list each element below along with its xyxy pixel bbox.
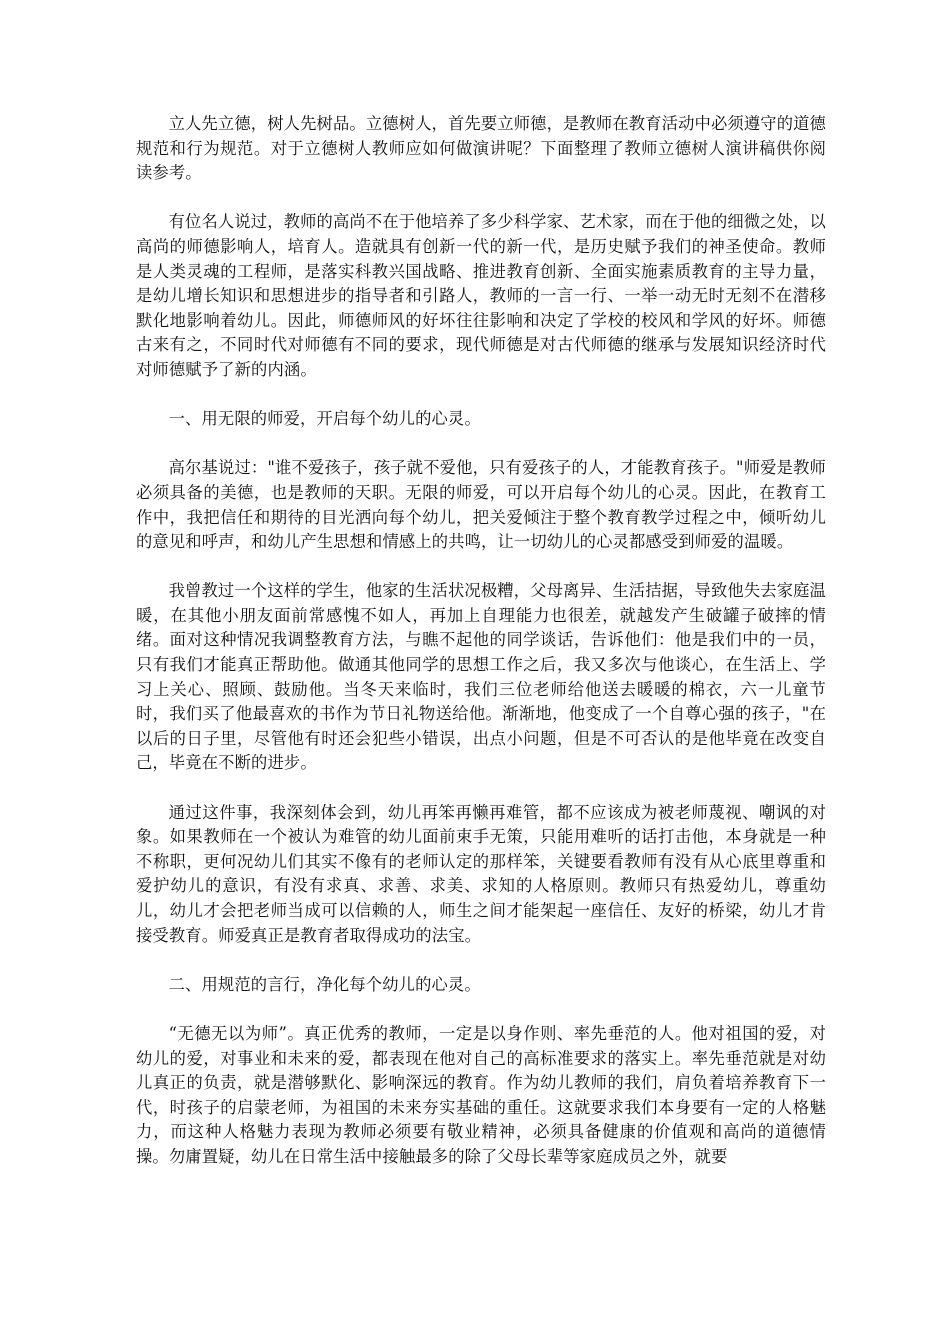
section-heading-1: 一、用无限的师爱，开启每个幼儿的心灵。 [168, 409, 481, 429]
body-paragraph: 通过这件事，我深刻体会到，幼儿再笨再懒再难管，都不应该成为被老师蔑视、嘲讽的对象。如果教师在一个被认为难管的幼儿面前束手无策，只能用难听的话打击他，本身就是一种不称职，更何况幼儿们其实不像有的老师认定的那样笨，关键要看教师有没有从心底里尊重和爱护幼儿的意识，有没有求真、求善、求美、求知的人格原则。教师只有热爱幼儿，尊重幼儿，幼儿才会把老师当成可以信赖的人，师生之间才能架起一座信任、友好的桥梁，幼儿才肯接受教育。师爱真正是教育者取得成功的法宝。 [136, 802, 826, 945]
body-paragraph: 有位名人说过，教师的高尚不在于他培养了多少科学家、艺术家，而在于他的细微之处，以高尚的师德影响人，培育人。造就具有创新一代的新一代，是历史赋予我们的神圣使命。教师是人类灵魂的工程师，是落实科教兴国战略、推进教育创新、全面实施素质教育的主导力量，是幼儿增长知识和思想进步的指导者和引路人，教师的一言一行、一举一动无时无刻不在潜移默化地影响着幼儿。因此，师德师风的好坏往往影响和决定了学校的校风和学风的好坏。师德古来有之，不同时代对师德有不同的要求，现代师德是对古代师德的继承与发展知识经济时代对师德赋予了新的内涵。 [136, 212, 826, 379]
intro-paragraph: 立人先立德，树人先树品。立德树人，首先要立师德，是教师在教育活动中必须遵守的道德规范和行为规范。对于立德树人教师应如何做演讲呢？下面整理了教师立德树人演讲稿供你阅读参考。 [136, 114, 826, 183]
body-paragraph: “无德无以为师”。真正优秀的教师，一定是以身作则、率先垂范的人。他对祖国的爱，对幼儿的爱，对事业和未来的爱，都表现在他对自己的高标准要求的落实上。率先垂范就是对幼儿真正的负责，就是潜够默化、影响深远的教育。作为幼儿教师的我们，肩负着培养教育下一代，时孩子的启蒙老师，为祖国的未来夯实基础的重任。这就要求我们本身要有一定的人格魅力，而这种人格魅力表现为教师必须要有敬业精神，必须具备健康的价值观和高尚的道德情操。勿庸置疑，幼儿在日常生活中接触最多的除了父母长辈等家庭成员之外，就要 [136, 1023, 826, 1166]
body-paragraph: 我曾教过一个这样的学生，他家的生活状况极糟，父母离异、生活拮据，导致他失去家庭温暖，在其他小朋友面前常感愧不如人，再加上自理能力也很差，就越发产生破罐子破摔的情绪。面对这种情况我调整教育方法，与瞧不起他的同学谈话，告诉他们：他是我们中的一员，只有我们才能真正帮助他。做通其他同学的思想工作之后，我又多次与他谈心，在生活上、学习上关心、照顾、鼓励他。当冬天来临时，我们三位老师给他送去暖暖的棉衣，六一儿童节时，我们买了他最喜欢的书作为节日礼物送给他。渐渐地，他变成了一个自尊心强的孩子，"在以后的日子里，尽管他有时还会犯些小错误，出点小问题，但是不可否认的是他毕竟在改变自己，毕竟在不断的进步。 [136, 581, 826, 773]
section-heading-2: 二、用规范的言行，净化每个幼儿的心灵。 [168, 974, 481, 994]
body-paragraph: 高尔基说过："谁不爱孩子，孩子就不爱他，只有爱孩子的人，才能教育孩子。"师爱是教师必须具备的美德，也是教师的天职。无限的师爱，可以开启每个幼儿的心灵。因此，在教育工作中，我把信任和期待的目光洒向每个幼儿，把关爱倾注于整个教育教学过程之中，倾听幼儿的意见和呼声，和幼儿产生思想和情感上的共鸣，让一切幼儿的心灵都感受到师爱的温暖。 [136, 458, 826, 552]
document-body [136, 112, 826, 1194]
